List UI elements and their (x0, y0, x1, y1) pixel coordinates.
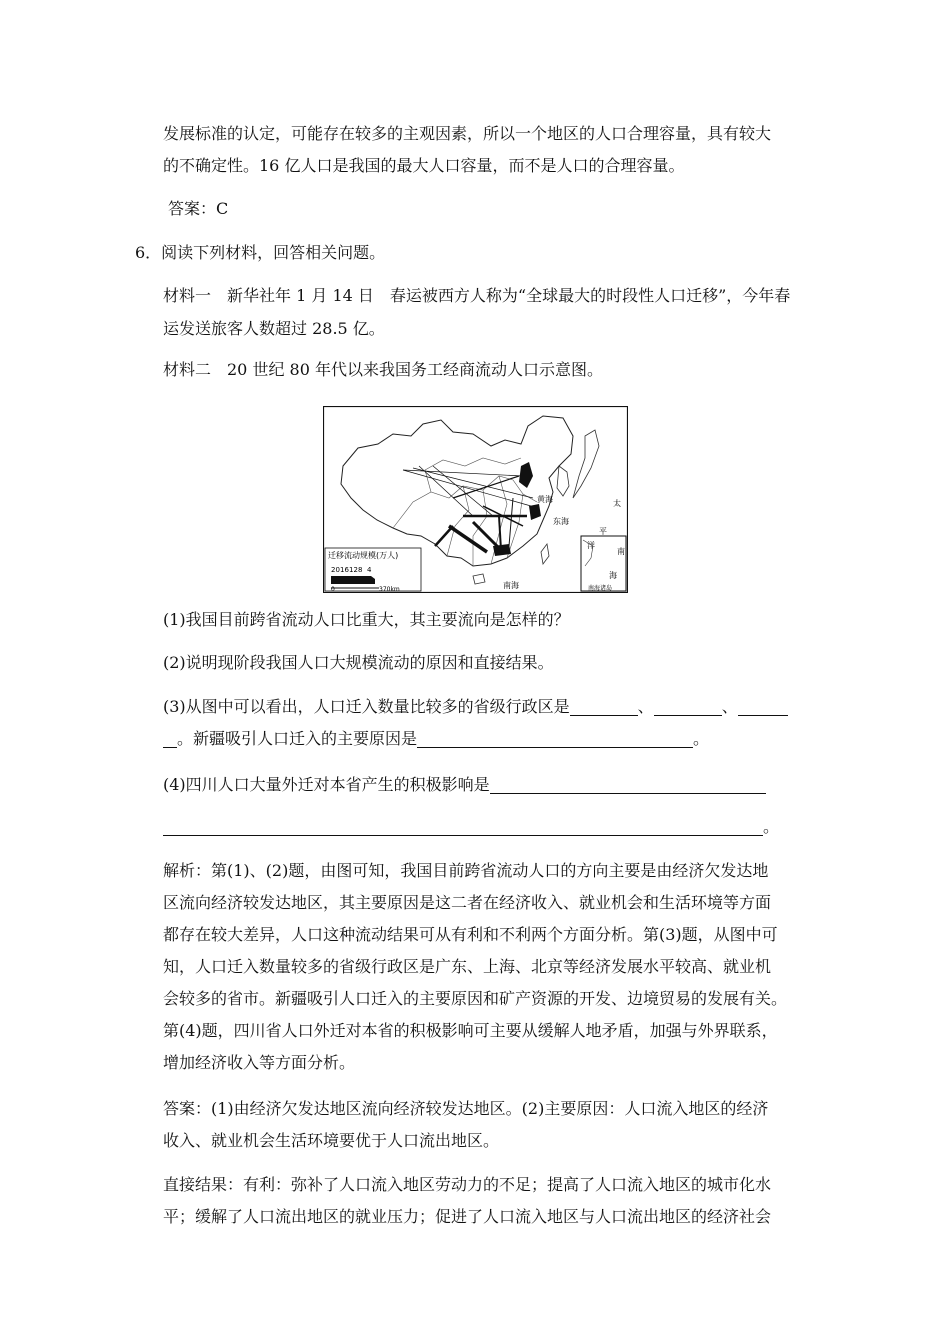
analysis-line: 第(4)题，四川省人口外迁对本省的积极影响可主要从缓解人地矛盾，加强与外界联系， (163, 1021, 778, 1040)
label-yang: 洋 (587, 541, 595, 550)
sub-question-3-text-2: 。新疆吸引人口迁入的主要原因是 (177, 729, 418, 748)
analysis-line: 增加经济收入等方面分析。 (163, 1053, 356, 1072)
analysis-line: 区流向经济较发达地区，其主要原因是这二者在经济收入、就业机会和生活环境等方面 (163, 893, 772, 912)
label-inset-hai: 海 (609, 571, 617, 580)
legend-value-label: 20 (331, 566, 340, 574)
period: 。 (693, 729, 710, 748)
question-6-title: 6．阅读下列材料，回答相关问题。 (135, 243, 386, 262)
result-line: 平；缓解了人口流出地区的就业压力；促进了人口流入地区与人口流出地区的经济社会 (163, 1207, 772, 1226)
sub-question-3-line-1 (163, 690, 788, 724)
material-1-line-1: 材料一 新华社年 1 月 14 日 春运被西方人称为“全球最大的时段性人口迁移”，今年春 (163, 286, 791, 305)
legend-title: 迁移流动规模(万人) (328, 551, 399, 560)
sub-question-4-line-2 (163, 810, 779, 844)
scale-start-label: 0 (331, 586, 335, 593)
sub-question-2: (2)说明现阶段我国人口大规模流动的原因和直接结果。 (163, 653, 554, 672)
separator: 、 (637, 697, 654, 716)
material-1-line-2: 运发送旅客人数超过 28.5 亿。 (163, 319, 385, 338)
label-nanhai: 南海 (503, 581, 519, 590)
hainan-outline (473, 574, 485, 584)
separator: 、 (721, 697, 738, 716)
analysis-line: 会较多的省市。新疆吸引人口迁入的主要原因和矿产资源的开发、边境贸易的发展有关。 (163, 989, 788, 1008)
migration-map-figure (323, 406, 628, 593)
period: 。 (763, 817, 780, 836)
label-inset-nan: 南 (617, 547, 625, 556)
sub-question-4-text: (4)四川人口大量外迁对本省产生的积极影响是 (163, 775, 490, 794)
analysis-line: 知，人口迁入数量较多的省级行政区是广东、上海、北京等经济发展水平较高、就业机 (163, 957, 772, 976)
paragraph-line: 发展标准的认定，可能存在较多的主观因素，所以一个地区的人口合理容量，具有较大 (163, 124, 772, 143)
legend-value-label: 12 (349, 566, 358, 574)
label-huanghai: 黄海 (537, 495, 553, 504)
migration-map (323, 406, 628, 593)
answer-line: 收入、就业机会生活环境要优于人口流出地区。 (163, 1131, 500, 1150)
label-tai: 太 (613, 499, 621, 508)
legend-value-label: 4 (367, 566, 372, 574)
label-ping: 平 (599, 527, 607, 536)
analysis-line: 解析：第(1)、(2)题，由图可知，我国目前跨省流动人口的方向主要是由经济欠发达地 (163, 861, 769, 880)
result-line: 直接结果：有利：弥补了人口流入地区劳动力的不足；提高了人口流入地区的城市化水 (163, 1175, 772, 1194)
label-donghai: 东海 (553, 517, 569, 526)
sub-question-1: (1)我国目前跨省流动人口比重大，其主要流向是怎样的？ (163, 610, 570, 629)
sub-question-3-text: (3)从图中可以看出，人口迁入数量比较多的省级行政区是 (163, 697, 570, 716)
blank-2[interactable] (654, 695, 722, 716)
material-2-caption: 材料二 20 世纪 80 年代以来我国务工经商流动人口示意图。 (163, 360, 603, 379)
blank-6[interactable] (163, 815, 763, 836)
guangdong-inflow-mark (493, 544, 511, 556)
sub-question-4-line-1 (163, 768, 766, 802)
analysis-line: 都存在较大差异，人口这种流动结果可从有利和不利两个方面分析。第(3)题，从图中可 (163, 925, 778, 944)
label-nanhai-islands: 南海诸岛 (588, 585, 613, 592)
blank-1[interactable] (570, 695, 638, 716)
legend-value-label: 16 (340, 566, 349, 574)
blank-4[interactable] (417, 727, 693, 748)
paragraph-line: 的不确定性。16 亿人口是我国的最大人口容量，而不是人口的合理容量。 (163, 156, 685, 175)
legend-arrow-scale (331, 576, 375, 584)
blank-3[interactable] (738, 695, 788, 716)
blank-3-continued[interactable] (163, 727, 177, 748)
scale-end-label: 370km (379, 586, 400, 593)
answer-line: 答案：C (168, 199, 229, 218)
legend-value-label: 8 (358, 566, 363, 574)
sub-question-3-line-2 (163, 722, 709, 756)
answer-line: 答案：(1)由经济欠发达地区流向经济较发达地区。(2)主要原因：人口流入地区的经济 (163, 1099, 769, 1118)
blank-5[interactable] (490, 773, 766, 794)
